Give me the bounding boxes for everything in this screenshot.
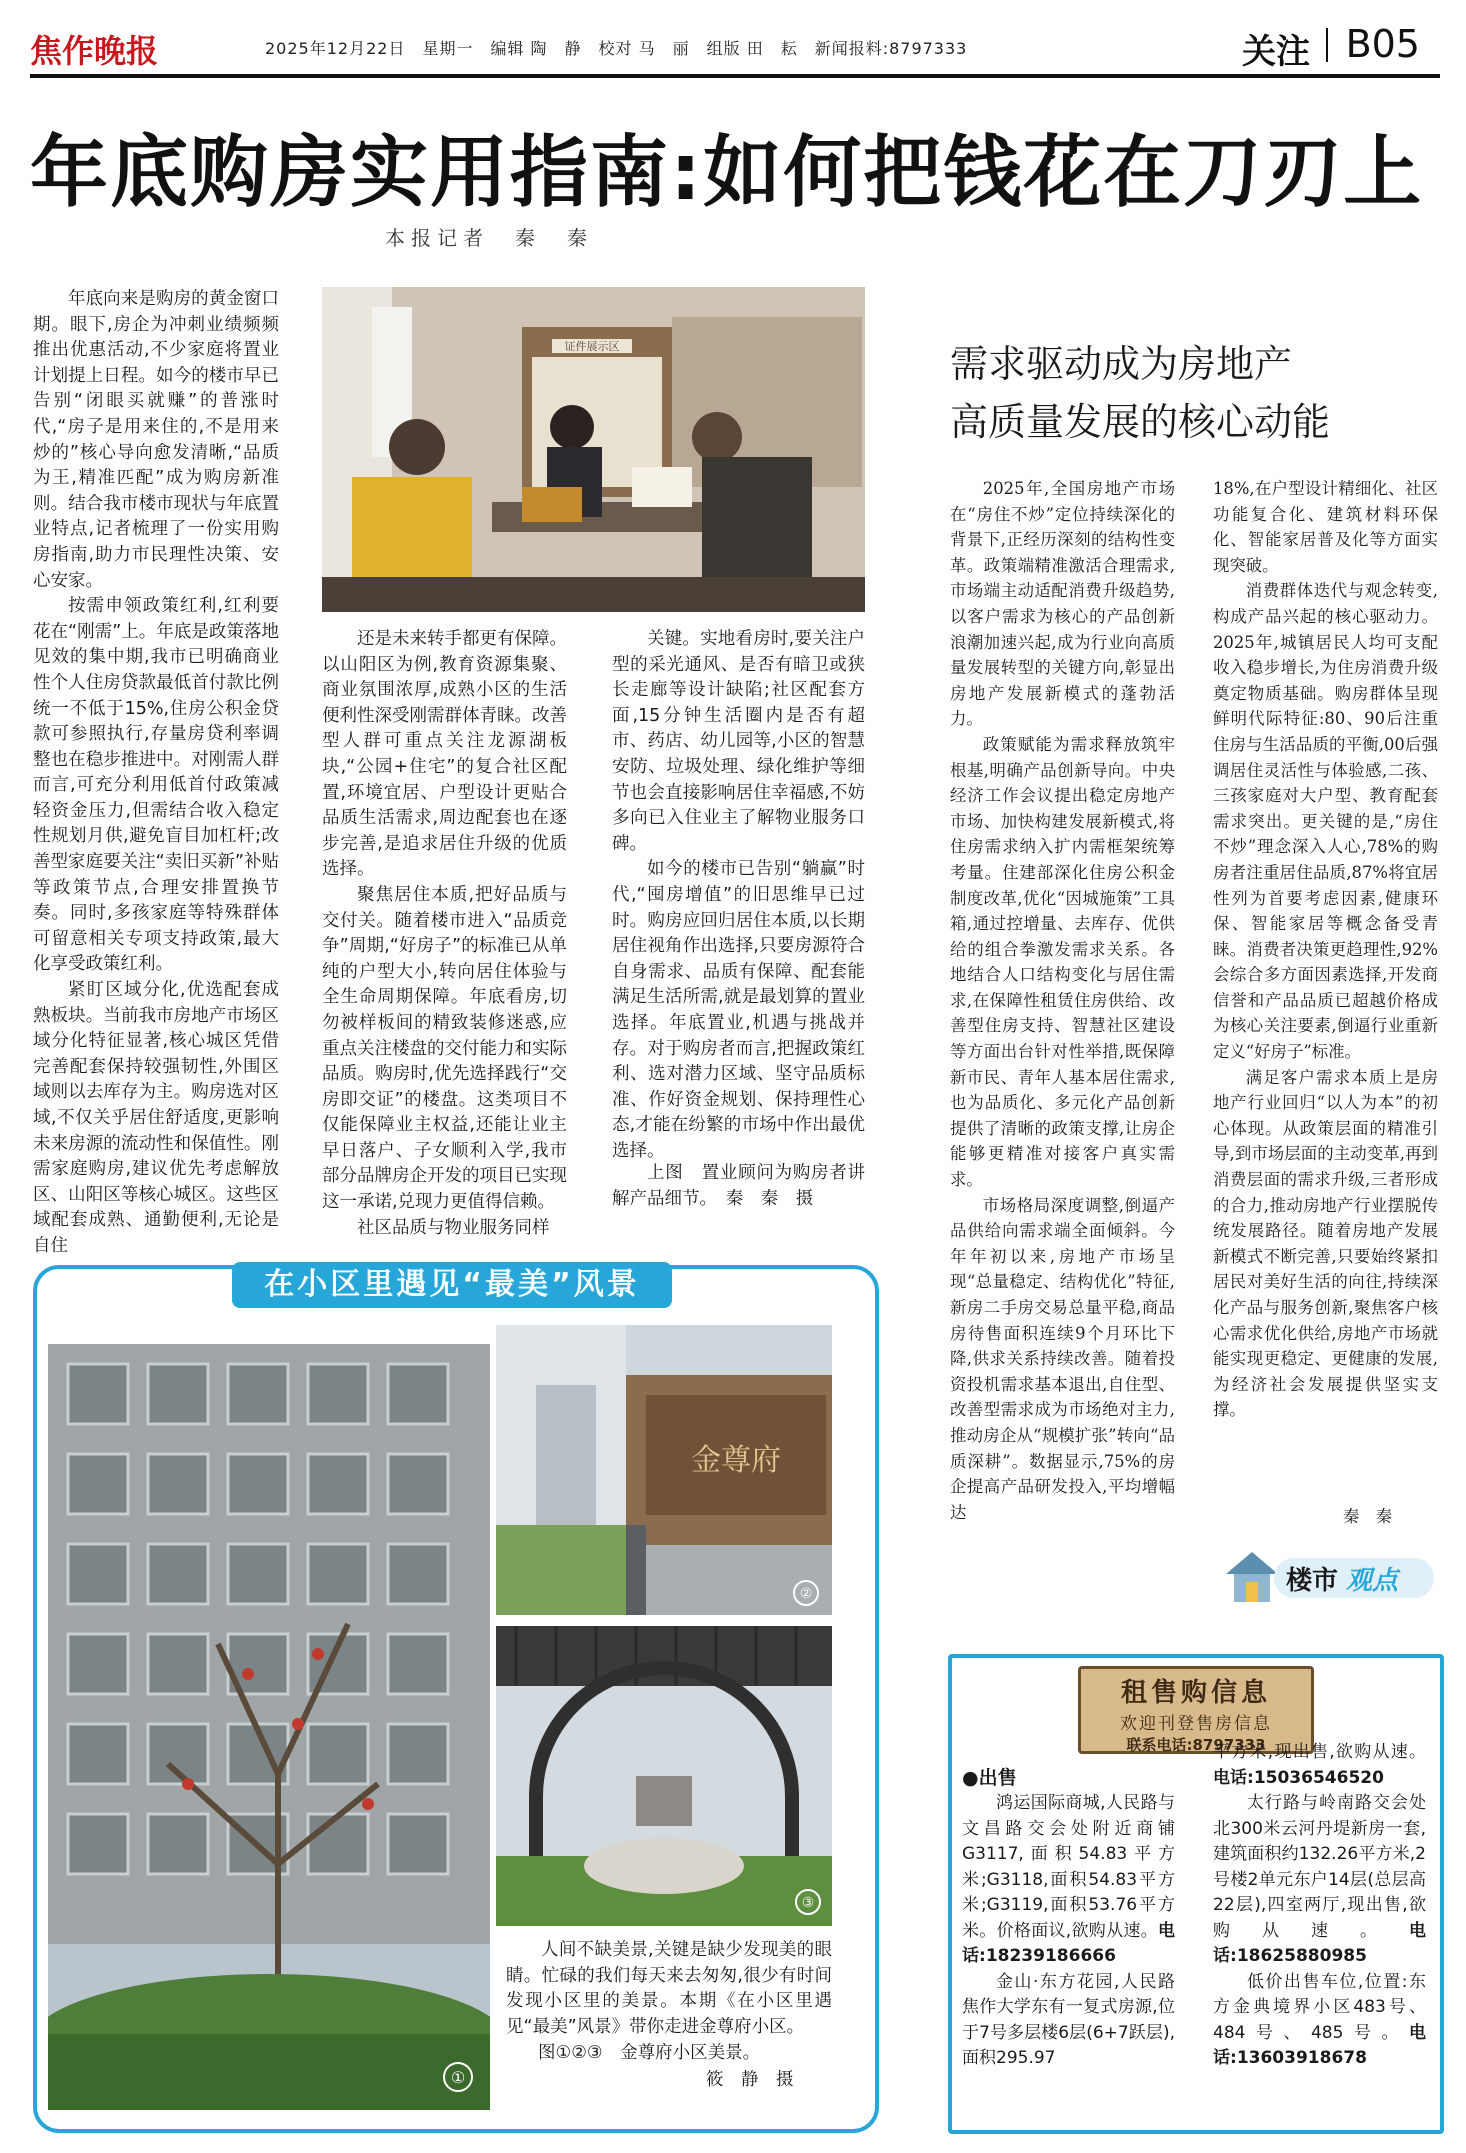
building-photo (48, 1344, 490, 2110)
ad-body: 鸿运国际商城,人民路与文昌路交会处附近商铺G3117,面积54.83平方米;G3118,面积54.83平方米;G3119,面积53.76平方米。价格面议,欲购从速。 (962, 1793, 1175, 1941)
article-column-2 (322, 627, 567, 1241)
byline: 本报记者 秦 秦 (385, 226, 593, 250)
classified-ad (1213, 1970, 1426, 2072)
feature-caption-label: 图①②③ 金尊府小区美景。 (538, 2043, 761, 2063)
sidebar-paragraph: 满足客户需求本质上是房地产行业回归“以人为本”的初心体现。从政策层面的精准引导,到市场层面的主动变革,再到消费层面的需求升级,三者形成的合力,推动房地产行业摆脱传统发展路径。随着房地产发展新模式不断完善,只要始终紧扣居民对美好生活的向往,持续深化产品与服务创新,聚焦客户核心需求优化供给,房地产市场就能实现更稳定、更健康的发展,为经济社会发展提供坚实支撑。 (1213, 1067, 1438, 1420)
feature-banner: 在小区里遇见“最美”风景 (232, 1262, 672, 1308)
showroom-photo (322, 287, 865, 612)
showroom-illustration (322, 287, 865, 612)
classified-ad (962, 1791, 1175, 1970)
ad-body: 太行路与岭南路交会处北300米云河丹堤新房一套,建筑面积约132.26平方米,2号楼2单元东户14层(总层高22层),四室两厅,现出售,欲购从速。 (1213, 1793, 1426, 1941)
page-number: B05 (1345, 22, 1420, 66)
ad-phone-label: 电话: (962, 1920, 1175, 1966)
photo-number-1: ① (450, 2068, 466, 2087)
column-badge (1222, 1548, 1438, 1606)
sidebar-column-b (1213, 476, 1438, 1423)
classified-ad (1213, 1791, 1426, 1970)
sidebar-title-line-1: 需求驱动成为房地产 (950, 342, 1293, 386)
feature-caption: 人间不缺美景,关键是缺少发现美的眼睛。忙碌的我们每天来去匆匆,很少有时间发现小区里的美景。本期《在小区里遇见“最美”风景》带你走进金尊府小区。 (506, 1940, 832, 2037)
sidebar-paragraph: 2025年,全国房地产市场在“房住不炒”定位持续深化的背景下,正经历深刻的结构性变革。政策端精准激活合理需求,市场端主动适配消费升级趋势,以客户需求为核心的产品创新浪潮加速兴起,成为行业向高质量发展转型的关键方向,彰显出房地产发展新模式的蓬勃活力。 (950, 479, 1175, 729)
article-paragraph: 聚焦居住本质,把好品质与交付关。随着楼市进入“品质竞争”周期,“好房子”的标准已从单纯的户型大小,转向居住体验与全生命周期保障。年底看房,切勿被样板间的精致装修迷惑,应重点关注楼盘的交付能力和实际品质。购房时,优先选择践行“交房即交证”的楼盘。这类项目不仅能保障业主权益,还能让业主早日落户、子女顺利入学,我市部分品牌房企开发的项目已实现这一承诺,兑现力更值得信赖。 (322, 884, 567, 1213)
ad-phone-label: 电话: (1213, 2022, 1426, 2068)
sidebar-title-line-2: 高质量发展的核心动能 (950, 400, 1331, 444)
article-paragraph: 年底向来是购房的黄金窗口期。眼下,房企为冲刺业绩频频推出优惠活动,不少家庭将置业计划提上日程。如今的楼市早已告别“闭眼买就赚”的普涨时代,“房子是用来住的,不是用来炒的”核心导向愈发清晰,“品质为王,精准匹配”成为购房新准则。结合我市楼市现状与年底置业特点,记者梳理了一份实用购房指南,助力市民理性决策、安心安家。 (33, 289, 279, 591)
sidebar-paragraph: 市场格局深度调整,倒逼产品供给向需求端全面倾斜。今年年初以来,房地产市场呈现“总量稳定、结构优化”特征,新房二手房交易总量平稳,商品房待售面积连续9个月环比下降,供求关系持续改善。随着投资投机需求基本退出,自住型、改善型需求成为市场绝对主力,推动房企从“规模扩张”转向“品质深耕”。数据显示,75%的房企提高产品研发投入,平均增幅达 (950, 1195, 1175, 1522)
masthead (30, 22, 1420, 70)
display-sign: 证件展示区 (564, 340, 620, 353)
sign-title: 租售购信息 (1120, 1678, 1271, 1708)
photo-caption: 上图 置业顾问为购房者讲解产品细节。 秦 秦 摄 (612, 1163, 865, 1209)
sidebar-paragraph: 政策赋能为需求释放筑牢根基,明确产品创新导向。中央经济工作会议提出稳定房地产市场、加快构建发展新模式,将住房需求纳入扩内需框架统筹考量。住建部深化住房公积金制度改革,优化“因城施策”工具箱,通过控增量、去库存、优供给的组合拳激发需求关系。各地结合人口结构变化与居住需求,在保障性租赁住房供给、改善型住房支持、智慧社区建设等方面出台针对性举措,既保障新市民、青年人基本居住需求,也为品质化、多元化产品创新提供了清晰的政策支撑,让房企能够更精准对接客户真实需求。 (950, 734, 1175, 1190)
article-paragraph: 社区品质与物业服务同样 (357, 1217, 550, 1238)
header-rule (30, 74, 1440, 78)
building-illustration (48, 1344, 490, 2110)
sidebar-paragraph: 消费群体迭代与观念转变,构成产品兴起的核心驱动力。2025年,城镇居民人均可支配收入稳步增长,为住房消费升级奠定物质基础。购房群体呈现鲜明代际特征:80、90后注重住房与生活品质的平衡,00后强调居住灵活性与体验感,二孩、三孩家庭对大户型、教育配套需求突出。更关键的是,“房住不炒”理念深入人心,78%的购房者注重居住品质,87%将宜居性列为首要考虑因素,健康环保、智能家居等概念备受青睐。消费者决策更趋理性,92%会综合多方面因素选择,开发商信誉和产品品质已超越价格成为核心关注要素,倒逼行业重新定义“好房子”标准。 (1213, 581, 1438, 1062)
classifieds-section: ●出售 (962, 1767, 1017, 1789)
ad-body: 低价出售车位,位置:东方金典境界小区483号、484号、485号。 (1213, 1971, 1426, 2043)
sidebar-author: 秦 秦 (1343, 1507, 1393, 1526)
article-paragraph: 关键。实地看房时,要关注户型的采光通风、是否有暗卫或狭长走廊等设计缺陷;社区配套方面,15分钟生活圈内是否有超市、药店、幼儿园等,小区的智慧安防、垃圾处理、绿化维护等细节也会直接影响居住幸福感,不妨多向已入住业主了解物业服务口碑。 (612, 629, 865, 854)
sidebar-paragraph: 18%,在户型设计精细化、社区功能复合化、建筑材料环保化、智能家居普及化等方面实现突破。 (1213, 479, 1438, 575)
garden-illustration (496, 1626, 832, 1926)
ad-phone-label: 电话: (1213, 1767, 1254, 1788)
article-column-3 (612, 627, 865, 1164)
sign-subtitle: 欢迎刊登售房信息 (1120, 1714, 1272, 1734)
header-divider (1326, 28, 1328, 62)
photo-number-3: ③ (801, 1895, 815, 1911)
newspaper-logo: 焦作晚报 (30, 32, 159, 70)
ad-body: 金山·东方花园,人民路焦作大学东有一复式房源,位于7号多层楼6层(6+7跃层),面积295.97 (962, 1971, 1175, 2068)
sidebar-title (950, 335, 1330, 451)
plaque-photo (496, 1325, 832, 1615)
ad-phone: 15036546520 (1253, 1767, 1384, 1788)
classified-ad (1213, 1740, 1426, 1791)
classifieds-column-left (962, 1791, 1175, 2072)
plaque-text: 金尊府 (691, 1443, 781, 1478)
ad-body: 平方米,现出售,欲购从速。 (1213, 1742, 1426, 1762)
headline: 年底购房实用指南:如何把钱花在刀刃上 (30, 128, 1424, 218)
feature-credit: 筱 静 摄 (706, 2070, 794, 2090)
ad-phone: 13603918678 (1236, 2048, 1367, 2068)
section-name: 关注 (1242, 32, 1310, 72)
sign-phone: 联系电话:8797333 (1126, 1736, 1266, 1754)
classified-ad (962, 1970, 1175, 2072)
badge-sub: 观点 (1346, 1566, 1399, 1596)
badge-main: 楼市 (1286, 1566, 1339, 1596)
ad-phone-label: 电话: (1213, 1920, 1426, 1966)
garden-photo (496, 1626, 832, 1926)
house-icon (1222, 1548, 1282, 1606)
issue-info: 2025年12月22日 星期一 编辑 陶 静 校对 马 丽 组版 田 耘 新闻报料:8797333 (265, 39, 968, 58)
classifieds-column-right (1213, 1740, 1426, 2072)
ad-phone: 18625880985 (1236, 1946, 1367, 1966)
article-paragraph: 按需申领政策红利,红利要花在“刚需”上。年底是政策落地见效的集中期,我市已明确商业性个人住房贷款最低首付款比例统一不低于15%,住房公积金贷款可参照执行,存量房贷利率调整也在稳步推进中。对刚需人群而言,可充分利用低首付政策减轻资金压力,但需结合收入稳定性规划月供,避免盲目加杠杆;改善型家庭要关注“卖旧买新”补贴等政策节点,合理安排置换节奏。同时,多孩家庭等特殊群体可留意相关专项支持政策,最大化享受政策红利。 (33, 596, 279, 975)
article-paragraph: 还是未来转手都更有保障。以山阳区为例,教育资源集聚、商业氛围浓厚,成熟小区的生活便利性深受刚需群体青睐。改善型人群可重点关注龙源湖板块,“公园+住宅”的复合社区配置,环境宜居、户型设计更贴合品质生活需求,周边配套也在逐步完善,是追求居住升级的优质选择。 (322, 629, 567, 880)
article-paragraph: 紧盯区域分化,优选配套成熟板块。当前我市房地产市场区域分化特征显著,核心城区凭借完善配套保持较强韧性,外围区域则以去库存为主。购房选对区域,不仅关乎居住舒适度,更影响未来房源的流动性和保值性。刚需家庭购房,建议优先考虑解放区、山阳区等核心城区。这些区域配套成熟、通勤便利,无论是自住 (33, 980, 279, 1256)
plaque-illustration (496, 1325, 832, 1615)
sidebar-column-a (950, 476, 1175, 1525)
article-column-1 (33, 287, 279, 1260)
photo-number-2: ② (799, 1586, 813, 1602)
article-paragraph: 如今的楼市已告别“躺赢”时代,“囤房增值”的旧思维早已过时。购房应回归居住本质,以长期居住视角作出选择,只要房源符合自身需求、品质有保障、配套能满足生活所需,就是最划算的置业选择。年底置业,机遇与挑战并存。对于购房者而言,把握政策红利、选对潜力区域、坚守品质标准、作好资金规划、保持理性心态,才能在纷繁的市场中作出最优选择。 (612, 859, 865, 1161)
ad-phone: 18239186666 (985, 1946, 1116, 1966)
